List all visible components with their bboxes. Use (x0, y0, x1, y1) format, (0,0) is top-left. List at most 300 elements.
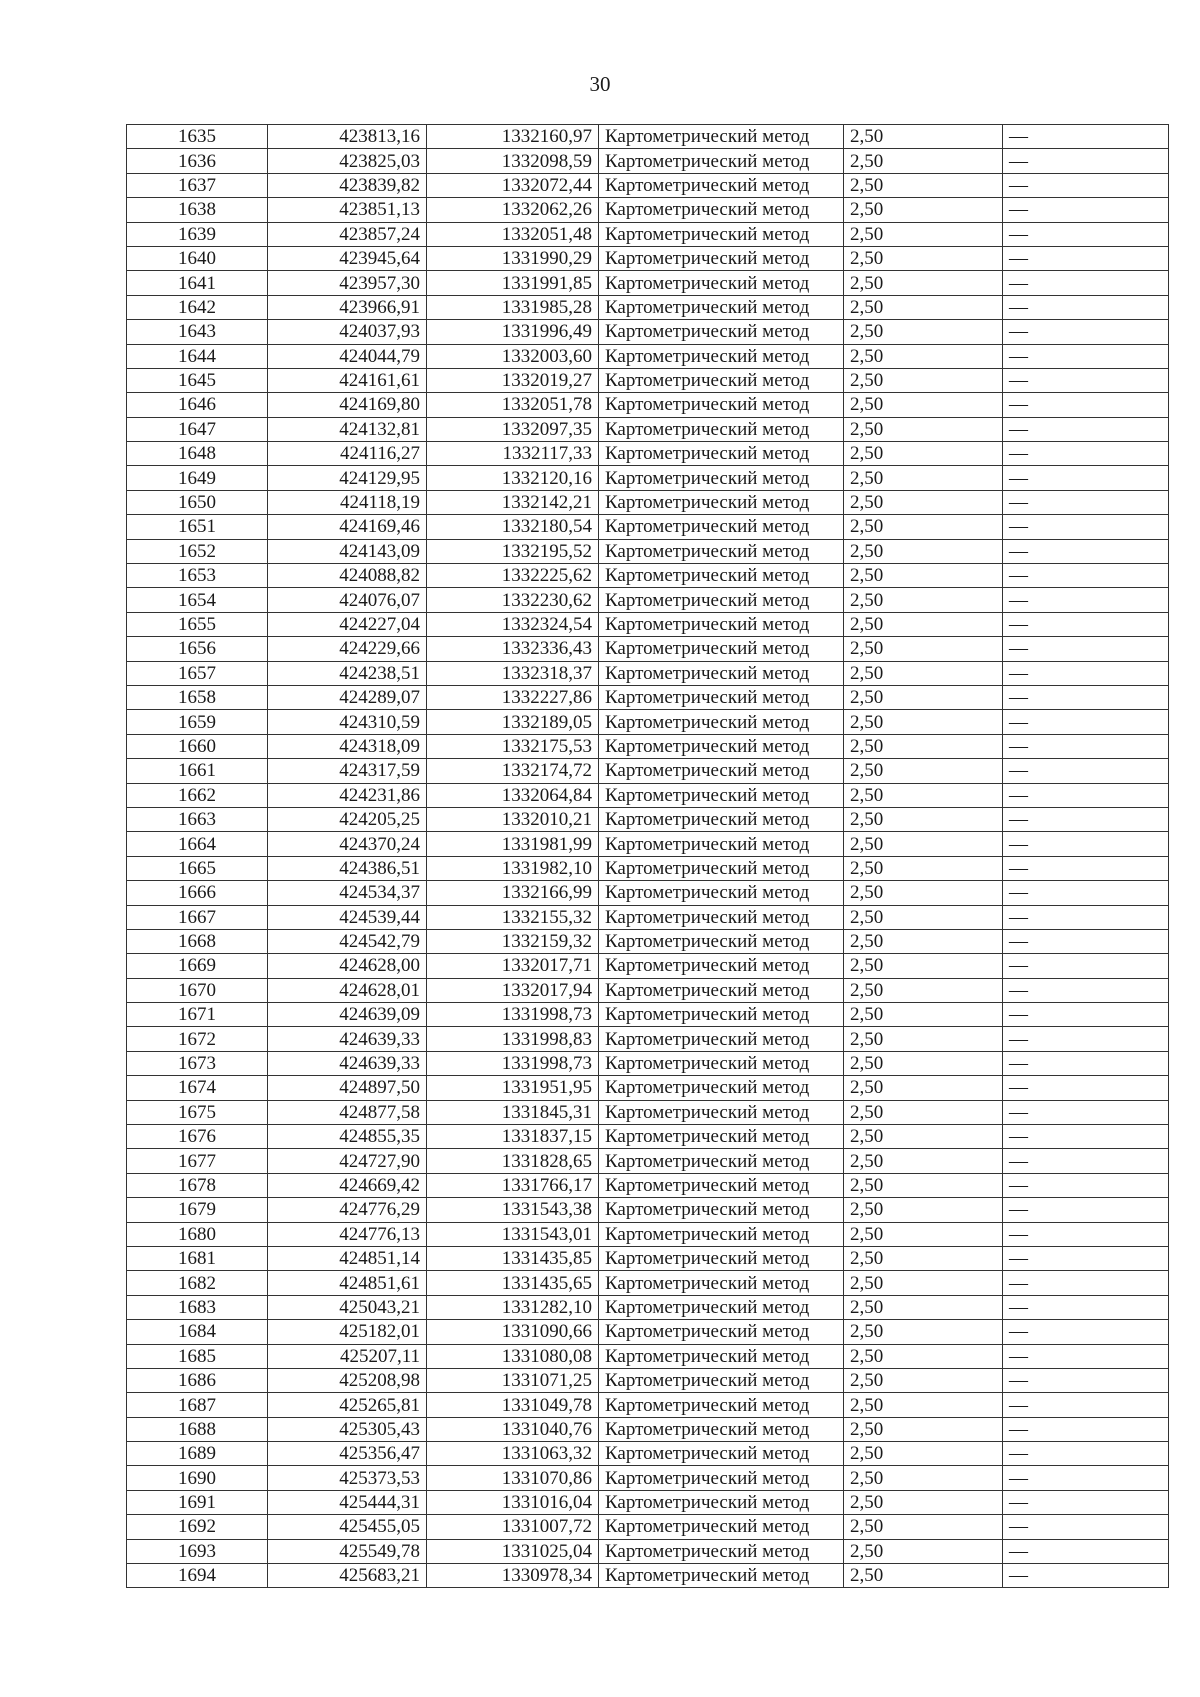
coordinate-y-cell: 1331282,10 (427, 1295, 599, 1319)
coordinate-x-cell: 424370,24 (268, 832, 427, 856)
coordinate-x-cell: 424169,80 (268, 393, 427, 417)
accuracy-cell: 2,50 (844, 466, 1003, 490)
table-row (127, 564, 1169, 588)
point-number-cell: 1650 (127, 490, 268, 514)
coordinate-x-cell: 425373,53 (268, 1466, 427, 1490)
table-row (127, 393, 1169, 417)
coordinate-y-cell: 1331998,73 (427, 1003, 599, 1027)
method-cell: Картометрический метод (599, 856, 844, 880)
coordinate-x-cell: 425305,43 (268, 1417, 427, 1441)
description-cell: — (1003, 661, 1169, 685)
coordinate-x-cell: 424044,79 (268, 344, 427, 368)
point-number-cell: 1659 (127, 710, 268, 734)
coordinate-y-cell: 1332097,35 (427, 417, 599, 441)
coordinate-y-cell: 1332072,44 (427, 173, 599, 197)
method-cell: Картометрический метод (599, 929, 844, 953)
coordinate-y-cell: 1332098,59 (427, 149, 599, 173)
coordinate-x-cell: 424851,14 (268, 1246, 427, 1270)
description-cell: — (1003, 1515, 1169, 1539)
coordinate-x-cell: 423966,91 (268, 295, 427, 319)
coordinate-y-cell: 1332019,27 (427, 368, 599, 392)
method-cell: Картометрический метод (599, 1442, 844, 1466)
table-row (127, 1344, 1169, 1368)
accuracy-cell: 2,50 (844, 1320, 1003, 1344)
accuracy-cell: 2,50 (844, 710, 1003, 734)
coordinate-y-cell: 1331435,85 (427, 1246, 599, 1270)
coordinate-y-cell: 1331996,49 (427, 320, 599, 344)
coordinate-x-cell: 424129,95 (268, 466, 427, 490)
table-row (127, 905, 1169, 929)
accuracy-cell: 2,50 (844, 417, 1003, 441)
coordinate-x-cell: 425455,05 (268, 1515, 427, 1539)
table-row (127, 320, 1169, 344)
coordinate-x-cell: 424628,00 (268, 954, 427, 978)
method-cell: Картометрический метод (599, 1344, 844, 1368)
coordinate-x-cell: 424205,25 (268, 807, 427, 831)
point-number-cell: 1671 (127, 1003, 268, 1027)
table-row (127, 612, 1169, 636)
point-number-cell: 1649 (127, 466, 268, 490)
coordinate-x-cell: 424318,09 (268, 734, 427, 758)
method-cell: Картометрический метод (599, 222, 844, 246)
method-cell: Картометрический метод (599, 612, 844, 636)
table-row (127, 978, 1169, 1002)
description-cell: — (1003, 1198, 1169, 1222)
method-cell: Картометрический метод (599, 1222, 844, 1246)
description-cell: — (1003, 222, 1169, 246)
description-cell: — (1003, 1027, 1169, 1051)
coordinate-y-cell: 1331007,72 (427, 1515, 599, 1539)
coordinate-y-cell: 1331049,78 (427, 1393, 599, 1417)
description-cell: — (1003, 1539, 1169, 1563)
point-number-cell: 1642 (127, 295, 268, 319)
coordinate-y-cell: 1332159,32 (427, 929, 599, 953)
accuracy-cell: 2,50 (844, 222, 1003, 246)
accuracy-cell: 2,50 (844, 1271, 1003, 1295)
coordinate-x-cell: 424639,09 (268, 1003, 427, 1027)
coordinate-y-cell: 1332160,97 (427, 125, 599, 149)
point-number-cell: 1689 (127, 1442, 268, 1466)
point-number-cell: 1645 (127, 368, 268, 392)
method-cell: Картометрический метод (599, 710, 844, 734)
description-cell: — (1003, 173, 1169, 197)
coordinate-y-cell: 1331040,76 (427, 1417, 599, 1441)
description-cell: — (1003, 1100, 1169, 1124)
coordinate-x-cell: 424539,44 (268, 905, 427, 929)
point-number-cell: 1685 (127, 1344, 268, 1368)
coordinate-y-cell: 1331071,25 (427, 1368, 599, 1392)
coordinate-x-cell: 424310,59 (268, 710, 427, 734)
coordinate-y-cell: 1331951,95 (427, 1076, 599, 1100)
accuracy-cell: 2,50 (844, 856, 1003, 880)
table-row (127, 1515, 1169, 1539)
method-cell: Картометрический метод (599, 1564, 844, 1588)
method-cell: Картометрический метод (599, 564, 844, 588)
accuracy-cell: 2,50 (844, 978, 1003, 1002)
accuracy-cell: 2,50 (844, 1344, 1003, 1368)
point-number-cell: 1675 (127, 1100, 268, 1124)
coordinate-x-cell: 424231,86 (268, 783, 427, 807)
coordinate-x-cell: 424227,04 (268, 612, 427, 636)
table-row (127, 125, 1169, 149)
method-cell: Картометрический метод (599, 149, 844, 173)
coordinate-x-cell: 424238,51 (268, 661, 427, 685)
point-number-cell: 1636 (127, 149, 268, 173)
point-number-cell: 1641 (127, 271, 268, 295)
accuracy-cell: 2,50 (844, 1051, 1003, 1075)
coordinate-x-cell: 424118,19 (268, 490, 427, 514)
description-cell: — (1003, 515, 1169, 539)
table-row (127, 539, 1169, 563)
accuracy-cell: 2,50 (844, 881, 1003, 905)
table-row (127, 1466, 1169, 1490)
coordinate-y-cell: 1332336,43 (427, 637, 599, 661)
description-cell: — (1003, 1344, 1169, 1368)
table-row (127, 783, 1169, 807)
coordinate-y-cell: 1332180,54 (427, 515, 599, 539)
method-cell: Картометрический метод (599, 466, 844, 490)
table-row (127, 222, 1169, 246)
table-row (127, 515, 1169, 539)
table-row (127, 198, 1169, 222)
method-cell: Картометрический метод (599, 417, 844, 441)
table-row (127, 1539, 1169, 1563)
description-cell: — (1003, 1149, 1169, 1173)
coordinate-y-cell: 1332051,78 (427, 393, 599, 417)
method-cell: Картометрический метод (599, 515, 844, 539)
coordinate-x-cell: 424143,09 (268, 539, 427, 563)
table-row (127, 637, 1169, 661)
method-cell: Картометрический метод (599, 661, 844, 685)
coordinate-x-cell: 425265,81 (268, 1393, 427, 1417)
point-number-cell: 1670 (127, 978, 268, 1002)
point-number-cell: 1666 (127, 881, 268, 905)
point-number-cell: 1673 (127, 1051, 268, 1075)
table-row (127, 1295, 1169, 1319)
coordinate-x-cell: 424669,42 (268, 1173, 427, 1197)
accuracy-cell: 2,50 (844, 393, 1003, 417)
description-cell: — (1003, 734, 1169, 758)
method-cell: Картометрический метод (599, 685, 844, 709)
table-row (127, 1490, 1169, 1514)
table-row (127, 1393, 1169, 1417)
coordinate-x-cell: 423839,82 (268, 173, 427, 197)
accuracy-cell: 2,50 (844, 905, 1003, 929)
table-row (127, 1417, 1169, 1441)
table-row (127, 1198, 1169, 1222)
description-cell: — (1003, 954, 1169, 978)
description-cell: — (1003, 539, 1169, 563)
description-cell: — (1003, 905, 1169, 929)
table-row (127, 929, 1169, 953)
coordinate-x-cell: 424855,35 (268, 1125, 427, 1149)
description-cell: — (1003, 1564, 1169, 1588)
table-row (127, 1222, 1169, 1246)
table-row (127, 271, 1169, 295)
table-row (127, 1076, 1169, 1100)
accuracy-cell: 2,50 (844, 173, 1003, 197)
method-cell: Картометрический метод (599, 1027, 844, 1051)
point-number-cell: 1662 (127, 783, 268, 807)
coordinate-x-cell: 424116,27 (268, 442, 427, 466)
coordinate-x-cell: 424877,58 (268, 1100, 427, 1124)
coordinate-x-cell: 424386,51 (268, 856, 427, 880)
accuracy-cell: 2,50 (844, 368, 1003, 392)
point-number-cell: 1637 (127, 173, 268, 197)
accuracy-cell: 2,50 (844, 783, 1003, 807)
table-row (127, 881, 1169, 905)
coordinate-x-cell: 425444,31 (268, 1490, 427, 1514)
coordinate-y-cell: 1332155,32 (427, 905, 599, 929)
description-cell: — (1003, 1393, 1169, 1417)
accuracy-cell: 2,50 (844, 320, 1003, 344)
coordinate-x-cell: 424776,13 (268, 1222, 427, 1246)
description-cell: — (1003, 393, 1169, 417)
point-number-cell: 1657 (127, 661, 268, 685)
method-cell: Картометрический метод (599, 539, 844, 563)
table-row (127, 1149, 1169, 1173)
point-number-cell: 1684 (127, 1320, 268, 1344)
description-cell: — (1003, 685, 1169, 709)
description-cell: — (1003, 807, 1169, 831)
coordinate-y-cell: 1331982,10 (427, 856, 599, 880)
table-row (127, 1125, 1169, 1149)
coordinate-y-cell: 1332120,16 (427, 466, 599, 490)
method-cell: Картометрический метод (599, 832, 844, 856)
method-cell: Картометрический метод (599, 320, 844, 344)
coordinate-x-cell: 424289,07 (268, 685, 427, 709)
coordinate-y-cell: 1332142,21 (427, 490, 599, 514)
method-cell: Картометрический метод (599, 637, 844, 661)
point-number-cell: 1665 (127, 856, 268, 880)
point-number-cell: 1663 (127, 807, 268, 831)
table-row (127, 1246, 1169, 1270)
point-number-cell: 1683 (127, 1295, 268, 1319)
coordinate-y-cell: 1331543,38 (427, 1198, 599, 1222)
point-number-cell: 1669 (127, 954, 268, 978)
method-cell: Картометрический метод (599, 344, 844, 368)
description-cell: — (1003, 149, 1169, 173)
description-cell: — (1003, 1271, 1169, 1295)
coordinate-y-cell: 1331998,73 (427, 1051, 599, 1075)
accuracy-cell: 2,50 (844, 1515, 1003, 1539)
point-number-cell: 1687 (127, 1393, 268, 1417)
coordinate-y-cell: 1331985,28 (427, 295, 599, 319)
table-row (127, 1442, 1169, 1466)
accuracy-cell: 2,50 (844, 734, 1003, 758)
accuracy-cell: 2,50 (844, 1173, 1003, 1197)
coordinate-x-cell: 425043,21 (268, 1295, 427, 1319)
accuracy-cell: 2,50 (844, 295, 1003, 319)
method-cell: Картометрический метод (599, 1125, 844, 1149)
accuracy-cell: 2,50 (844, 1442, 1003, 1466)
method-cell: Картометрический метод (599, 125, 844, 149)
description-cell: — (1003, 442, 1169, 466)
description-cell: — (1003, 320, 1169, 344)
point-number-cell: 1651 (127, 515, 268, 539)
coordinate-x-cell: 423957,30 (268, 271, 427, 295)
coordinate-y-cell: 1332189,05 (427, 710, 599, 734)
point-number-cell: 1660 (127, 734, 268, 758)
method-cell: Картометрический метод (599, 905, 844, 929)
coordinate-y-cell: 1332003,60 (427, 344, 599, 368)
description-cell: — (1003, 564, 1169, 588)
table-row (127, 368, 1169, 392)
accuracy-cell: 2,50 (844, 1003, 1003, 1027)
point-number-cell: 1694 (127, 1564, 268, 1588)
method-cell: Картометрический метод (599, 1368, 844, 1392)
point-number-cell: 1639 (127, 222, 268, 246)
point-number-cell: 1682 (127, 1271, 268, 1295)
point-number-cell: 1679 (127, 1198, 268, 1222)
accuracy-cell: 2,50 (844, 564, 1003, 588)
point-number-cell: 1653 (127, 564, 268, 588)
description-cell: — (1003, 1320, 1169, 1344)
accuracy-cell: 2,50 (844, 1417, 1003, 1441)
coordinate-y-cell: 1332064,84 (427, 783, 599, 807)
method-cell: Картометрический метод (599, 1466, 844, 1490)
method-cell: Картометрический метод (599, 1393, 844, 1417)
coordinate-y-cell: 1331090,66 (427, 1320, 599, 1344)
point-number-cell: 1678 (127, 1173, 268, 1197)
description-cell: — (1003, 466, 1169, 490)
table-row (127, 734, 1169, 758)
point-number-cell: 1674 (127, 1076, 268, 1100)
method-cell: Картометрический метод (599, 1295, 844, 1319)
point-number-cell: 1638 (127, 198, 268, 222)
table-row (127, 490, 1169, 514)
coordinate-y-cell: 1332017,71 (427, 954, 599, 978)
table-row (127, 856, 1169, 880)
method-cell: Картометрический метод (599, 368, 844, 392)
point-number-cell: 1676 (127, 1125, 268, 1149)
method-cell: Картометрический метод (599, 1320, 844, 1344)
accuracy-cell: 2,50 (844, 198, 1003, 222)
table-row (127, 1368, 1169, 1392)
coordinate-x-cell: 424229,66 (268, 637, 427, 661)
coordinate-x-cell: 424542,79 (268, 929, 427, 953)
table-row (127, 417, 1169, 441)
method-cell: Картометрический метод (599, 1003, 844, 1027)
description-cell: — (1003, 417, 1169, 441)
accuracy-cell: 2,50 (844, 612, 1003, 636)
coordinate-x-cell: 425182,01 (268, 1320, 427, 1344)
coordinate-x-cell: 424161,61 (268, 368, 427, 392)
description-cell: — (1003, 1466, 1169, 1490)
table-row (127, 954, 1169, 978)
coordinate-x-cell: 423857,24 (268, 222, 427, 246)
coordinate-y-cell: 1330978,34 (427, 1564, 599, 1588)
description-cell: — (1003, 612, 1169, 636)
point-number-cell: 1672 (127, 1027, 268, 1051)
coordinate-x-cell: 423945,64 (268, 246, 427, 270)
table-row (127, 344, 1169, 368)
method-cell: Картометрический метод (599, 295, 844, 319)
table-row (127, 1027, 1169, 1051)
description-cell: — (1003, 1417, 1169, 1441)
description-cell: — (1003, 1003, 1169, 1027)
method-cell: Картометрический метод (599, 393, 844, 417)
accuracy-cell: 2,50 (844, 1100, 1003, 1124)
coordinate-x-cell: 423813,16 (268, 125, 427, 149)
accuracy-cell: 2,50 (844, 1393, 1003, 1417)
table-row (127, 1173, 1169, 1197)
accuracy-cell: 2,50 (844, 539, 1003, 563)
point-number-cell: 1646 (127, 393, 268, 417)
coordinate-x-cell: 424628,01 (268, 978, 427, 1002)
accuracy-cell: 2,50 (844, 1368, 1003, 1392)
method-cell: Картометрический метод (599, 442, 844, 466)
accuracy-cell: 2,50 (844, 1027, 1003, 1051)
point-number-cell: 1640 (127, 246, 268, 270)
coordinate-y-cell: 1331991,85 (427, 271, 599, 295)
coordinates-table-body (127, 125, 1169, 1588)
accuracy-cell: 2,50 (844, 954, 1003, 978)
table-row (127, 710, 1169, 734)
coordinate-x-cell: 424727,90 (268, 1149, 427, 1173)
coordinate-x-cell: 425208,98 (268, 1368, 427, 1392)
description-cell: — (1003, 1442, 1169, 1466)
coordinate-y-cell: 1331990,29 (427, 246, 599, 270)
coordinate-x-cell: 424639,33 (268, 1027, 427, 1051)
coordinate-y-cell: 1332225,62 (427, 564, 599, 588)
method-cell: Картометрический метод (599, 1198, 844, 1222)
table-row (127, 246, 1169, 270)
description-cell: — (1003, 637, 1169, 661)
accuracy-cell: 2,50 (844, 1076, 1003, 1100)
coordinate-x-cell: 425549,78 (268, 1539, 427, 1563)
coordinate-x-cell: 424776,29 (268, 1198, 427, 1222)
accuracy-cell: 2,50 (844, 1295, 1003, 1319)
accuracy-cell: 2,50 (844, 1564, 1003, 1588)
description-cell: — (1003, 1173, 1169, 1197)
table-row (127, 1271, 1169, 1295)
point-number-cell: 1693 (127, 1539, 268, 1563)
accuracy-cell: 2,50 (844, 588, 1003, 612)
method-cell: Картометрический метод (599, 490, 844, 514)
method-cell: Картометрический метод (599, 1051, 844, 1075)
accuracy-cell: 2,50 (844, 832, 1003, 856)
coordinate-y-cell: 1331981,99 (427, 832, 599, 856)
accuracy-cell: 2,50 (844, 490, 1003, 514)
point-number-cell: 1686 (127, 1368, 268, 1392)
description-cell: — (1003, 246, 1169, 270)
accuracy-cell: 2,50 (844, 344, 1003, 368)
description-cell: — (1003, 1125, 1169, 1149)
method-cell: Картометрический метод (599, 1515, 844, 1539)
coordinate-y-cell: 1332166,99 (427, 881, 599, 905)
coordinate-y-cell: 1332230,62 (427, 588, 599, 612)
method-cell: Картометрический метод (599, 1100, 844, 1124)
description-cell: — (1003, 1368, 1169, 1392)
point-number-cell: 1668 (127, 929, 268, 953)
method-cell: Картометрический метод (599, 1076, 844, 1100)
coordinate-y-cell: 1331828,65 (427, 1149, 599, 1173)
point-number-cell: 1658 (127, 685, 268, 709)
coordinate-y-cell: 1331766,17 (427, 1173, 599, 1197)
description-cell: — (1003, 344, 1169, 368)
table-row (127, 173, 1169, 197)
coordinate-y-cell: 1332017,94 (427, 978, 599, 1002)
point-number-cell: 1688 (127, 1417, 268, 1441)
point-number-cell: 1652 (127, 539, 268, 563)
method-cell: Картометрический метод (599, 783, 844, 807)
description-cell: — (1003, 1246, 1169, 1270)
point-number-cell: 1661 (127, 759, 268, 783)
description-cell: — (1003, 1295, 1169, 1319)
description-cell: — (1003, 1051, 1169, 1075)
table-row (127, 661, 1169, 685)
